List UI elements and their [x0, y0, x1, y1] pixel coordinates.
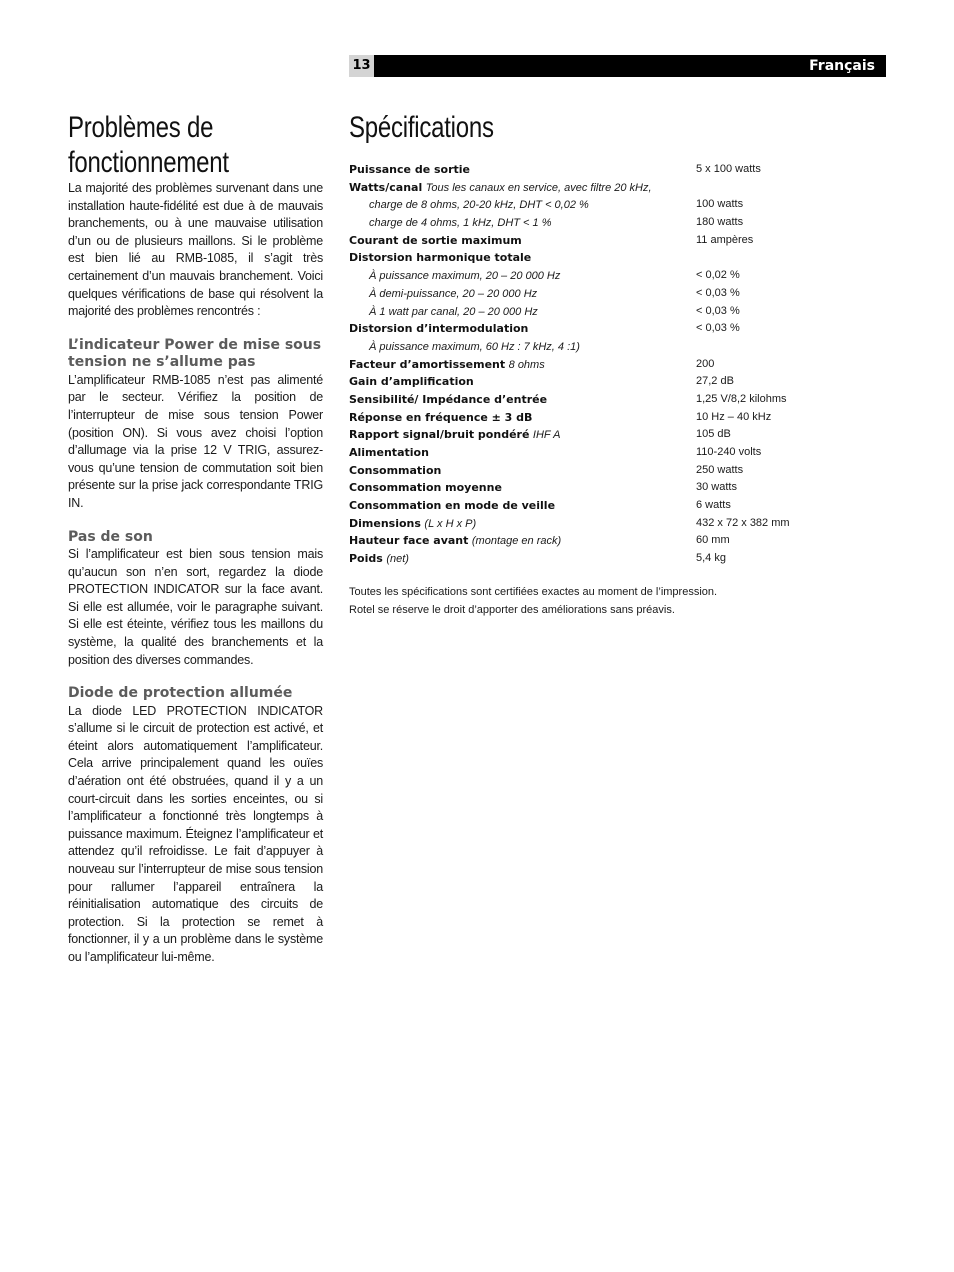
footnote-improvements: Rotel se réserve le droit d’apporter des améliorations sans préavis. — [349, 604, 675, 616]
spec-row — [349, 373, 886, 391]
language-label: Français — [809, 58, 875, 74]
spec-row — [349, 497, 886, 515]
section-body-power: L’amplificateur RMB-1085 n’est pas alimenté par le secteur. Vérifiez la position de l’interrupteur de mise sous tension Power (position ON). Si vous avez choisi l’option d’allumage via la prise 12 V TRIG, assurez-vous qu’une tension de commutation soit bien présente sur la prise jack correspondante TRIG IN. — [68, 372, 323, 510]
spec-value: 5,4 kg — [696, 552, 726, 565]
spec-label-text: Alimentation — [349, 446, 429, 459]
spec-row — [349, 409, 886, 427]
spec-value: 10 Hz – 40 kHz — [696, 410, 772, 423]
spec-value: 6 watts — [696, 499, 731, 512]
spec-label — [369, 214, 552, 233]
troubleshooting-column — [68, 110, 323, 967]
spec-label — [369, 267, 560, 286]
spec-value: 27,2 dB — [696, 375, 734, 388]
spec-label — [349, 497, 555, 515]
spec-label — [349, 515, 476, 534]
spec-row — [349, 356, 886, 374]
spec-label-text: Dimensions — [349, 516, 421, 530]
spec-note: (net) — [386, 553, 409, 566]
spec-label — [349, 550, 409, 569]
troubleshooting-intro: La majorité des problèmes survenant dans une installation haute-fidélité est due à de mauvais branchements, ou à une mauvaise utilisation d’un ou de plusieurs maillons. Si le problème est bien lié au RMB-1085, il s’agit très certainement d’un mauvais branchement. Voici quelques vérifications de base qui résolvent la majorité des problèmes rencontrés : — [68, 181, 323, 319]
spec-note: (L x H x P) — [424, 517, 477, 530]
spec-value: 105 dB — [696, 428, 731, 441]
spec-label-text: Courant de sortie maximum — [349, 233, 522, 247]
spec-label — [349, 179, 652, 198]
spec-note: 8 ohms — [508, 358, 545, 371]
spec-label-text: Gain d’amplification — [349, 375, 474, 389]
spec-label — [349, 320, 528, 338]
spec-label-text: Réponse en fréquence ± 3 dB — [349, 410, 533, 424]
spec-row — [349, 391, 886, 409]
spec-value: < 0,03 % — [696, 286, 740, 299]
spec-value: 11 ampères — [696, 233, 754, 246]
spec-label — [349, 532, 561, 551]
spec-row — [349, 462, 886, 480]
spec-row — [349, 550, 886, 568]
specifications-column — [349, 110, 886, 616]
spec-label-text: Distorsion d’intermodulation — [349, 322, 529, 336]
spec-label — [349, 232, 522, 250]
spec-row — [349, 515, 886, 533]
spec-note: charge de 8 ohms, 20-20 kHz, DHT < 0,02 % — [369, 199, 589, 212]
spec-value: 1,25 V/8,2 kilohms — [696, 392, 787, 405]
section-heading-protection: Diode de protection allumée — [68, 685, 293, 702]
spec-note: Tous les canaux en service, avec filtre 20 kHz, — [425, 181, 652, 194]
spec-value: < 0,03 % — [696, 304, 740, 317]
spec-value: 432 x 72 x 382 mm — [696, 516, 790, 529]
spec-row — [349, 161, 886, 179]
spec-label — [349, 356, 545, 375]
specifications-table — [349, 161, 886, 568]
footnote-accuracy: Toutes les spécifications sont certifiées exactes au moment de l’impression. — [349, 586, 718, 598]
spec-value: 200 — [696, 357, 715, 370]
spec-row — [349, 267, 886, 285]
spec-label — [369, 303, 538, 322]
spec-label — [349, 391, 547, 409]
spec-label — [369, 285, 537, 304]
spec-value: 110-240 volts — [696, 446, 762, 458]
spec-label-text: Consommation moyenne — [349, 481, 502, 495]
spec-row — [349, 320, 886, 338]
spec-value: 5 x 100 watts — [696, 163, 761, 175]
spec-label-text: Poids — [349, 552, 383, 566]
page-number: 13 — [349, 55, 374, 77]
spec-row — [349, 179, 886, 197]
spec-note: À puissance maximum, 20 – 20 000 Hz — [369, 270, 561, 283]
spec-note: À 1 watt par canal, 20 – 20 000 Hz — [369, 305, 538, 318]
spec-note: IHF A — [532, 429, 561, 442]
troubleshooting-title-line1: Problèmes de — [68, 111, 214, 144]
troubleshooting-title — [68, 110, 324, 180]
spec-label — [349, 249, 531, 267]
section-body-protection: La diode LED PROTECTION INDICATOR s’allume si le circuit de protection est activé, et éteint alors automatiquement l’amplificateur. Cela arrive principalement quand les ouïes d’aération ont été obstruées, quand il y a un court-circuit dans les sorties enceintes, ou si l’amplificateur a fonctionné très longtemps à puissance maximum. Éteignez l’amplificateur et attendez qu’il refroidisse. Le fait d’appuyer à nouveau sur l’interrupteur de mise sous tension pour rallumer l’appareil entraînera la réinitialisation automatique des circuits de protection. Si la protection se remet à fonctionner, il y a un problème dans le système ou l’amplificateur lui-même. — [68, 703, 323, 964]
spec-note: À demi-puissance, 20 – 20 000 Hz — [369, 287, 538, 300]
spec-row — [349, 444, 886, 462]
spec-row — [349, 249, 886, 267]
spec-value: 30 watts — [696, 481, 737, 494]
spec-label-text: Distorsion harmonique totale — [349, 251, 532, 265]
spec-note: charge de 4 ohms, 1 kHz, DHT < 1 % — [369, 217, 552, 230]
spec-label-text: Watts/canal — [349, 180, 423, 194]
spec-label — [349, 479, 502, 497]
spec-label — [369, 338, 580, 357]
spec-label-text: Sensibilité/ Impédance d’entrée — [349, 392, 548, 406]
spec-note: (montage en rack) — [471, 535, 562, 548]
troubleshooting-title-line2: fonctionnement — [68, 146, 229, 179]
spec-note: À puissance maximum, 60 Hz : 7 kHz, 4 :1) — [369, 340, 580, 353]
spec-value: 180 watts — [696, 216, 744, 229]
spec-label-text: Puissance de sortie — [349, 163, 471, 176]
spec-label — [349, 409, 532, 427]
spec-label — [349, 161, 470, 179]
spec-value: < 0,03 % — [696, 322, 740, 335]
section-heading-no-sound: Pas de son — [68, 528, 153, 545]
spec-value: < 0,02 % — [696, 269, 740, 282]
spec-label-text: Rapport signal/bruit pondéré — [349, 428, 530, 442]
spec-row — [349, 196, 886, 214]
spec-label-text: Consommation — [349, 463, 442, 477]
spec-label — [349, 462, 441, 480]
spec-row — [349, 285, 886, 303]
specifications-title: Spécifications — [349, 111, 494, 144]
specifications-footnotes — [349, 583, 717, 619]
spec-label — [369, 196, 589, 215]
spec-row — [349, 338, 886, 356]
spec-value: 250 watts — [696, 463, 744, 476]
header-bar — [349, 55, 886, 77]
spec-label — [349, 373, 474, 391]
spec-label — [349, 444, 429, 462]
spec-row — [349, 214, 886, 232]
spec-label-text: Consommation en mode de veille — [349, 499, 556, 513]
spec-row — [349, 532, 886, 550]
spec-label-text: Hauteur face avant — [349, 534, 469, 548]
spec-label — [349, 426, 560, 445]
spec-label-text: Facteur d’amortissement — [349, 357, 506, 371]
spec-value: 100 watts — [696, 198, 744, 211]
section-heading-power: L’indicateur Power de mise sous tension ne s’allume pas — [68, 336, 322, 371]
spec-value: 60 mm — [696, 534, 730, 547]
spec-row — [349, 426, 886, 444]
spec-row — [349, 232, 886, 250]
spec-row — [349, 479, 886, 497]
section-body-no-sound: Si l’amplificateur est bien sous tension mais qu’aucun son n’en sort, regardez la diode PROTECTION INDICATOR sur la face avant. Si elle est allumée, voir le paragraphe suivant. Si elle est éteinte, vérifiez tous les maillons du système, la qualité des branchements et la position des diverses commandes. — [68, 547, 323, 667]
spec-row — [349, 303, 886, 321]
